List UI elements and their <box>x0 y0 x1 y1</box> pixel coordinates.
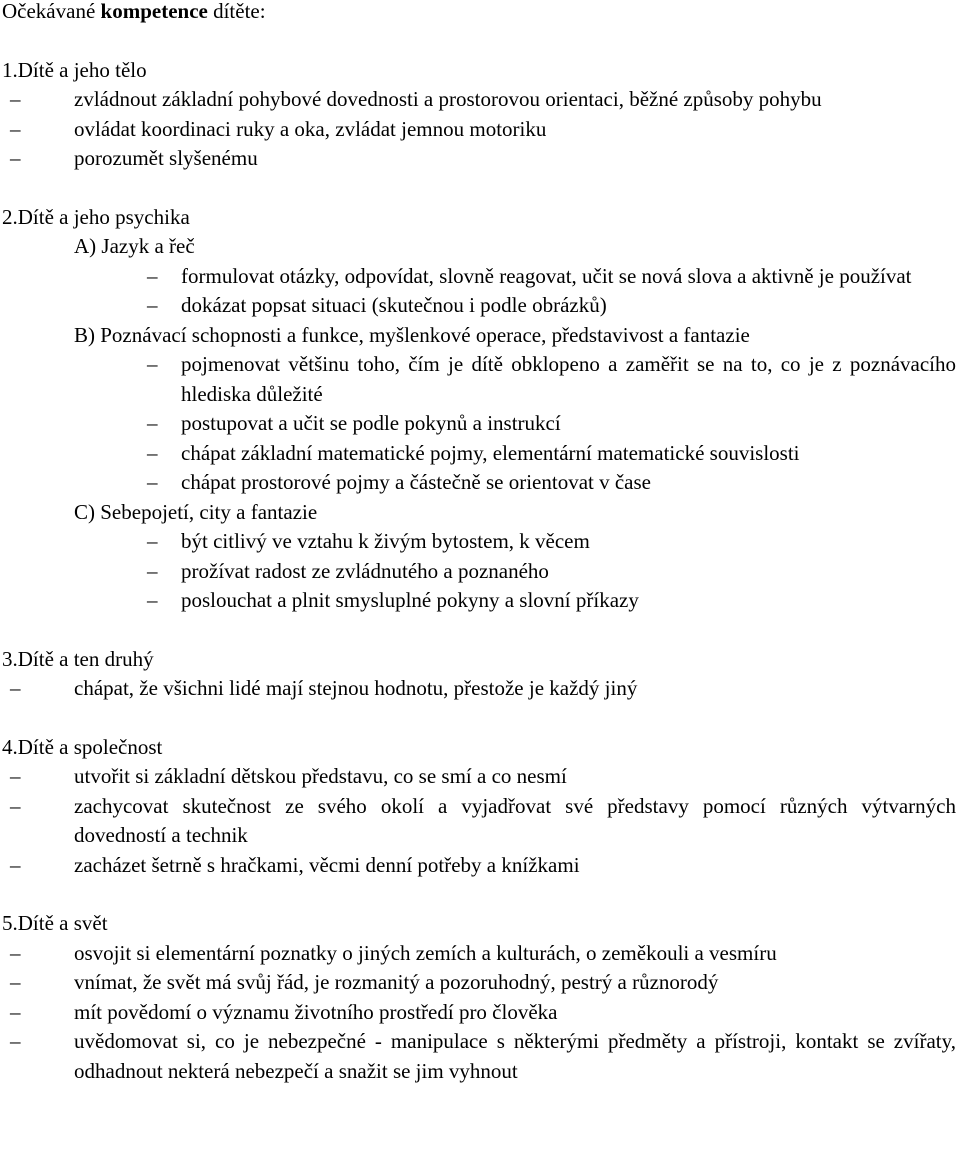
list-item: – chápat, že všichni lidé mají stejnou hodnotu, přestože je každý jiný <box>2 674 956 704</box>
list-item: – poslouchat a plnit smysluplné pokyny a slovní příkazy <box>2 586 956 616</box>
document-heading <box>2 0 956 27</box>
list-item: – uvědomovat si, co je nebezpečné - manipulace s některými předměty a přístroji, kontakt se zvířaty, odhadnout nekterá nebezpečí a snažit se jim vyhnout <box>10 1029 956 1083</box>
list-item: – postupovat a učit se podle pokynů a instrukcí <box>2 409 956 439</box>
list-item: – dokázat popsat situaci (skutečnou i podle obrázků) <box>2 291 956 321</box>
dash-bullet: – <box>147 440 158 465</box>
list-item: – vnímat, že svět má svůj řád, je rozmanitý a pozoruhodný, pestrý a různorodý <box>2 968 956 998</box>
list-item: – mít povědomí o významu životního prostředí pro člověka <box>2 998 956 1028</box>
list-item: – prožívat radost ze zvládnutého a poznaného <box>2 557 956 587</box>
subsection-title-c: C) Sebepojetí, city a fantazie <box>74 499 318 524</box>
heading-suffix: dítěte: <box>207 0 266 23</box>
list-item: – porozumět slyšenému <box>2 144 956 174</box>
dash-bullet: – <box>147 293 158 317</box>
dash-bullet: – <box>10 676 21 700</box>
dash-bullet: – <box>10 1029 21 1053</box>
dash-bullet: – <box>10 999 21 1024</box>
subsection-title-a: A) Jazyk a řeč <box>74 234 195 258</box>
dash-bullet: – <box>10 116 21 141</box>
dash-bullet: – <box>147 588 158 612</box>
dash-bullet: – <box>147 352 158 376</box>
dash-bullet: – <box>10 87 21 111</box>
dash-bullet: – <box>10 940 21 965</box>
dash-bullet: – <box>147 558 158 583</box>
dash-bullet: – <box>10 793 21 818</box>
dash-bullet: – <box>10 970 21 994</box>
dash-bullet: – <box>10 852 21 877</box>
list-item: – pojmenovat většinu toho, čím je dítě obklopeno a zaměřit se na to, co je z poznávacího hlediska důležité <box>147 352 956 406</box>
section-title-4: 4.Dítě a společnost <box>2 734 163 759</box>
list-item: – zacházet šetrně s hračkami, věcmi denní potřeby a knížkami <box>2 851 956 881</box>
document-page <box>2 0 956 1086</box>
section-title-1: 1.Dítě a jeho tělo <box>2 57 147 82</box>
dash-bullet: – <box>147 470 158 494</box>
list-item: – ovládat koordinaci ruky a oka, zvládat jemnou motoriku <box>2 115 956 145</box>
dash-bullet: – <box>147 411 158 435</box>
subsection-title-b: B) Poznávací schopnosti a funkce, myšlenkové operace, představivost a fantazie <box>74 322 750 347</box>
section-title-2: 2.Dítě a jeho psychika <box>2 204 190 229</box>
list-item: – zvládnout základní pohybové dovednosti a prostorovou orientaci, běžné způsoby pohybu <box>2 85 956 115</box>
list-item: – chápat prostorové pojmy a částečně se orientovat v čase <box>2 468 956 498</box>
list-item: – být citlivý ve vztahu k živým bytostem, k věcem <box>2 527 956 557</box>
dash-bullet: – <box>10 764 21 788</box>
list-item: – utvořit si základní dětskou představu, co se smí a co nesmí <box>2 762 956 792</box>
section-title-3: 3.Dítě a ten druhý <box>2 646 154 671</box>
dash-bullet: – <box>147 263 158 288</box>
heading-bold: kompetence <box>100 0 208 23</box>
section-title-5: 5.Dítě a svět <box>2 911 108 935</box>
dash-bullet: – <box>147 529 158 553</box>
list-item: – chápat základní matematické pojmy, elementární matematické souvislosti <box>2 439 956 469</box>
dash-bullet: – <box>10 146 21 170</box>
list-item: – formulovat otázky, odpovídat, slovně reagovat, učit se nová slova a aktivně je používat <box>2 262 956 292</box>
list-item: – zachycovat skutečnost ze svého okolí a vyjadřovat své představy pomocí různých výtvarných dovedností a technik <box>10 793 956 847</box>
heading-prefix: Očekávané <box>2 0 101 23</box>
list-item: – osvojit si elementární poznatky o jiných zemích a kulturách, o zeměkouli a vesmíru <box>2 939 956 969</box>
